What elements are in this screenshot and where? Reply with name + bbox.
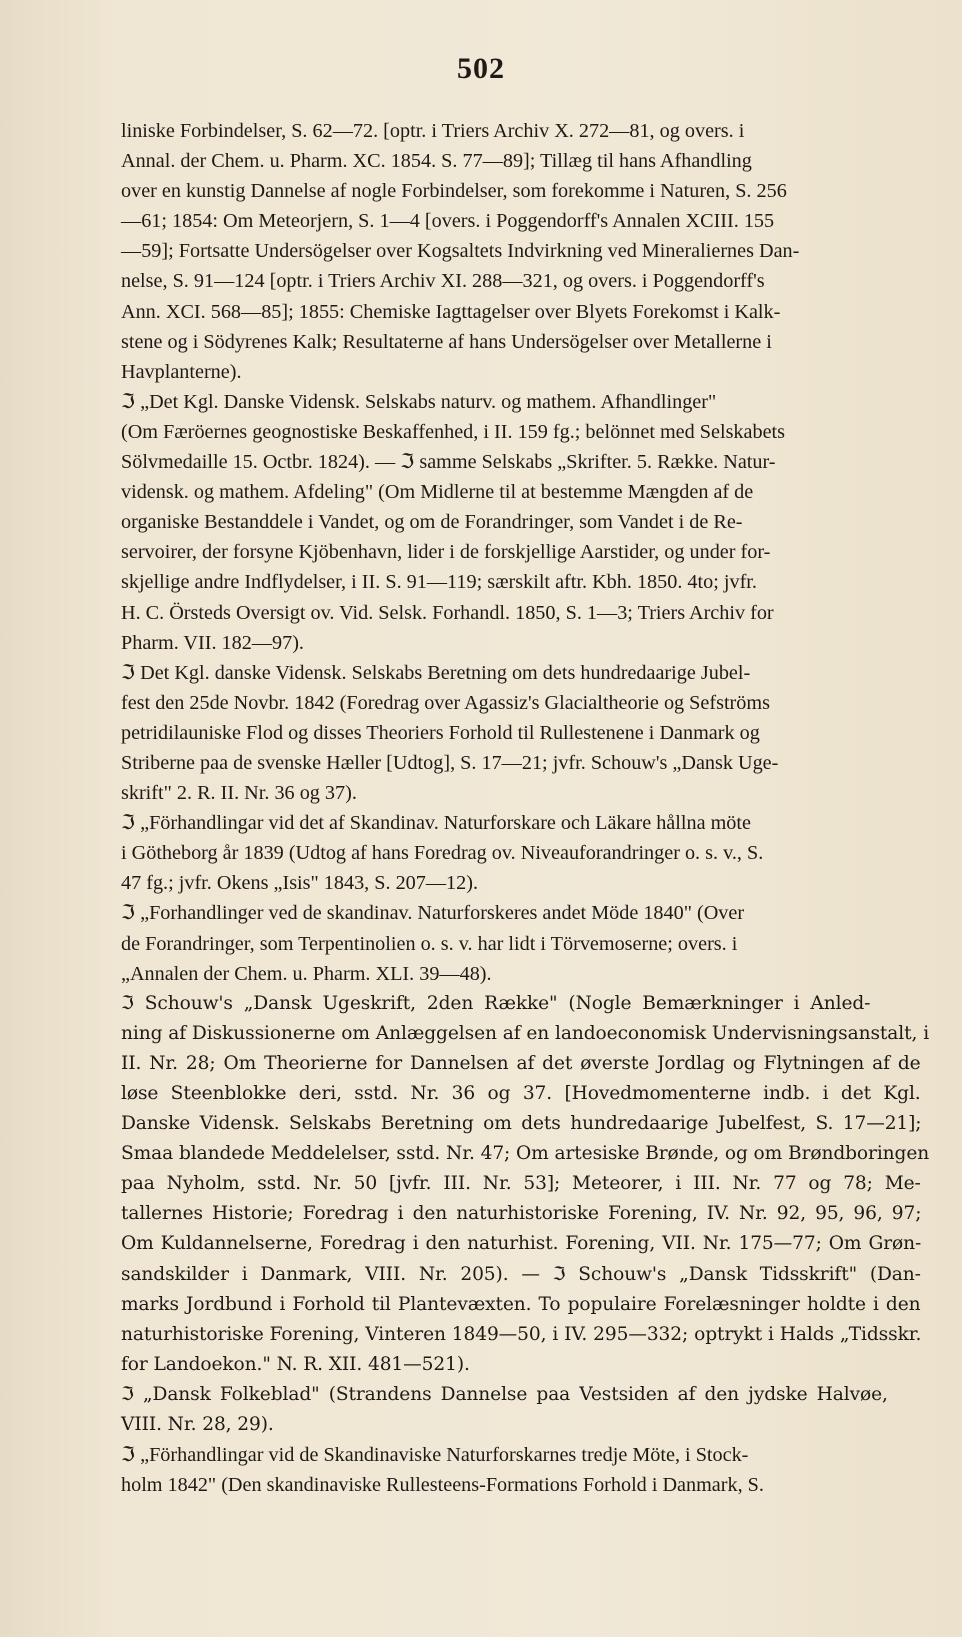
text-line: holm 1842" (Den skandinaviske Rullesteens-Formations Forhold i Danmark, S. [121,1474,764,1497]
text-line: skrift" 2. R. II. Nr. 36 og 37). [121,782,357,805]
text-line: „Annalen der Chem. u. Pharm. XLI. 39—48). [121,962,492,985]
text-line: vidensk. og mathem. Afdeling" (Om Midlerne til at bestemme Mængden af de [121,481,754,504]
text-line: ℑ Schouw's „Dansk Ugeskrift, 2den Række" (Nogle Bemærkninger i Anled- [121,992,871,1014]
text-line: ℑ „Dansk Folkeblad" (Strandens Dannelse paa Vestsiden af den jydske Halvøe, [121,1383,888,1405]
text-line: for Landoekon." N. R. XII. 481—521). [121,1353,470,1375]
text-line: ℑ Det Kgl. danske Vidensk. Selskabs Beretning om dets hundredaarige Jubel- [121,661,751,684]
text-line: Pharm. VII. 182—97). [121,631,304,654]
text-line: organiske Bestanddele i Vandet, og om de Forandringer, som Vandet i de Re- [121,511,743,534]
paragraph [121,1380,921,1440]
text-line: Striberne paa de svenske Hæller [Udtog], S. 17—21; jvfr. Schouw's „Dansk Uge- [121,751,779,774]
text-line: ℑ „Förhandlingar vid de Skandinaviske Naturforskarnes tredje Möte, i Stock- [121,1444,749,1467]
text-line: Ann. XCI. 568—85]; 1855: Chemiske Iagttagelser over Blyets Forekomst i Kalk- [121,300,781,323]
body-text [121,116,930,1500]
text-line: ℑ „Forhandlinger ved de skandinav. Naturforskeres andet Möde 1840" (Over [121,902,745,925]
text-line: over en kunstig Dannelse af nogle Forbindelser, som forekomme i Naturen, S. 256 [121,180,787,203]
text-line: Sölvmedaille 15. Octbr. 1824). — ℑ samme Selskabs „Skrifter. 5. Række. Natur- [121,451,776,474]
text-line: H. C. Örsteds Oversigt ov. Vid. Selsk. Forhandl. 1850, S. 1—3; Triers Archiv for [121,601,774,624]
page-number: 502 [457,52,505,85]
paragraph [121,387,921,658]
paragraph [121,1440,921,1500]
text-line: ℑ „Det Kgl. Danske Vidensk. Selskabs naturv. og mathem. Afhandlinger" [121,390,717,413]
paragraph [121,116,921,387]
text-line: liniske Forbindelser, S. 62—72. [optr. i Triers Archiv X. 272—81, og overs. i [121,120,745,142]
text-line: fest den 25de Novbr. 1842 (Foredrag over Agassiz's Glacialtheorie og Sefströms [121,691,770,714]
text-line: paa Nyholm, sstd. Nr. 50 [jvfr. III. Nr. 53]; Meteorer, i III. Nr. 77 og 78; Me- [121,1173,921,1195]
text-line: VIII. Nr. 28, 29). [121,1414,274,1436]
text-line: ℑ „Förhandlingar vid det af Skandinav. Naturforskare och Läkare hållna möte [121,812,751,835]
text-line: (Om Færöernes geognostiske Beskaffenhed, i II. 159 fg.; belönnet med Selskabets [121,420,785,443]
text-line: Danske Vidensk. Selskabs Beretning om dets hundredaarige Jubelfest, S. 17—21]; [121,1113,922,1135]
text-line: nelse, S. 91—124 [optr. i Triers Archiv XI. 288—321, og overs. i Poggendorff's [121,270,765,293]
text-line: tallernes Historie; Foredrag i den naturhistoriske Forening, IV. Nr. 92, 95, 96, 97; [121,1203,922,1225]
text-line: i Götheborg år 1839 (Udtog af hans Foredrag ov. Niveauforandringer o. s. v., S. [121,842,764,865]
text-line: naturhistoriske Forening, Vinteren 1849—50, i IV. 295—332; optrykt i Halds „Tidsskr. [121,1323,922,1345]
text-line: marks Jordbund i Forhold til Plantevæxten. To populaire Forelæsninger holdte i den [121,1293,921,1315]
paragraph [121,989,930,1380]
text-line: II. Nr. 28; Om Theorierne for Dannelsen af det øverste Jordlag og Flytningen af de [121,1052,921,1074]
text-line: petridilauniske Flod og disses Theoriers Forhold til Rullestenene i Danmark og [121,721,760,744]
text-line: —61; 1854: Om Meteorjern, S. 1—4 [overs. i Poggendorff's Annalen XCIII. 155 [121,210,775,233]
text-line: ning af Diskussionerne om Anlæggelsen af en landoeconomisk Undervisningsanstalt, i [121,1022,930,1044]
paragraph [121,808,921,898]
text-line: Smaa blandede Meddelelser, sstd. Nr. 47; Om artesiske Brønde, og om Brøndboringen [121,1143,930,1165]
text-line: stene og i Södyrenes Kalk; Resultaterne af hans Undersögelser over Metallerne i [121,330,772,353]
text-line: sandskilder i Danmark, VIII. Nr. 205). — ℑ Schouw's „Dansk Tidsskrift" (Dan- [121,1263,921,1285]
paragraph [121,898,921,988]
text-line: Om Kuldannelserne, Foredrag i den naturhist. Forening, VII. Nr. 175—77; Om Grøn- [121,1233,922,1255]
text-line: —59]; Fortsatte Undersögelser over Kogsaltets Indvirkning ved Mineraliernes Dan- [121,240,800,263]
text-line: servoirer, der forsyne Kjöbenhavn, lider i de forskjellige Aarstider, og under for- [121,541,771,564]
text-line: løse Steenblokke deri, sstd. Nr. 36 og 37. [Hovedmomenterne indb. i det Kgl. [121,1083,921,1104]
text-line: Havplanterne). [121,360,242,383]
text-line: 47 fg.; jvfr. Okens „Isis" 1843, S. 207—12). [121,872,479,895]
text-line: Annal. der Chem. u. Pharm. XC. 1854. S. 77—89]; Tillæg til hans Afhandling [121,150,752,173]
text-line: de Forandringer, som Terpentinolien o. s. v. har lidt i Törvemoserne; overs. i [121,932,738,955]
text-line: skjellige andre Indflydelser, i II. S. 91—119; særskilt aftr. Kbh. 1850. 4to; jvfr. [121,571,757,594]
paragraph [121,658,921,808]
